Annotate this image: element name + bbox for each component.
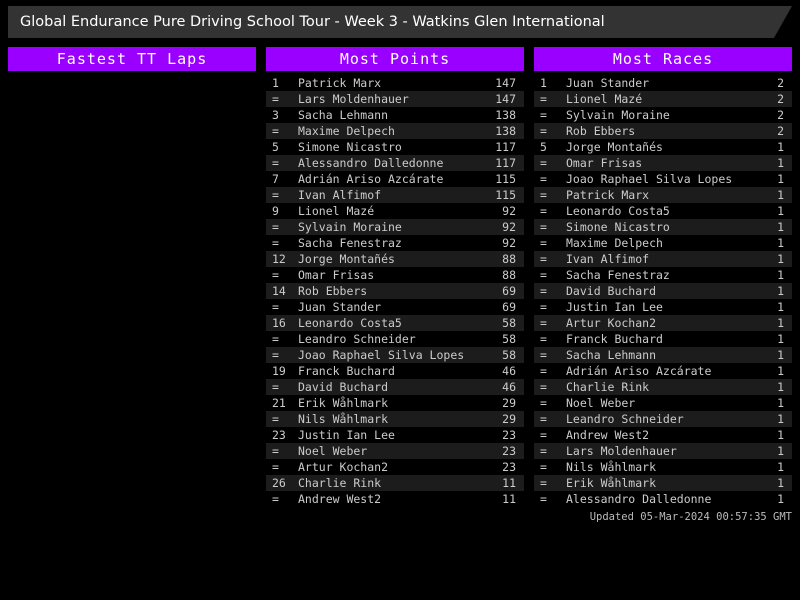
- table-row: [534, 315, 792, 331]
- panel-header-most-races: Most Races: [534, 47, 792, 71]
- table-row: [266, 203, 524, 219]
- row-value: 1: [777, 236, 784, 250]
- row-position: =: [540, 92, 547, 106]
- table-row: [534, 139, 792, 155]
- row-value: 1: [777, 428, 784, 442]
- row-position: 19: [272, 364, 286, 378]
- table-row: [266, 363, 524, 379]
- row-position: 26: [272, 476, 286, 490]
- row-value: 147: [495, 76, 516, 90]
- table-row: [266, 251, 524, 267]
- row-value: 1: [777, 252, 784, 266]
- row-position: =: [272, 92, 279, 106]
- row-driver-name: Jorge Montañés: [566, 140, 663, 154]
- table-row: [266, 299, 524, 315]
- row-value: 115: [495, 172, 516, 186]
- row-driver-name: Justin Ian Lee: [298, 428, 395, 442]
- table-row: [534, 187, 792, 203]
- row-value: 88: [502, 268, 516, 282]
- table-row: [534, 299, 792, 315]
- panel-body-fastest-tt-laps: [8, 71, 256, 75]
- table-row: [534, 235, 792, 251]
- row-driver-name: Leandro Schneider: [298, 332, 416, 346]
- row-value: 115: [495, 188, 516, 202]
- row-value: 1: [777, 188, 784, 202]
- row-position: =: [540, 188, 547, 202]
- row-driver-name: Charlie Rink: [298, 476, 382, 490]
- table-row: [266, 347, 524, 363]
- table-row: [534, 427, 792, 443]
- row-value: 1: [777, 220, 784, 234]
- row-position: =: [540, 108, 547, 122]
- table-row: [534, 379, 792, 395]
- row-value: 1: [777, 204, 784, 218]
- row-value: 58: [502, 332, 516, 346]
- row-position: 14: [272, 284, 286, 298]
- row-position: =: [540, 348, 547, 362]
- row-value: 1: [777, 332, 784, 346]
- row-value: 69: [502, 284, 516, 298]
- row-driver-name: David Buchard: [298, 380, 389, 394]
- row-position: =: [540, 284, 547, 298]
- table-row: [534, 155, 792, 171]
- table-row: [266, 459, 524, 475]
- panel-most-races: [534, 47, 792, 507]
- row-value: 117: [495, 156, 516, 170]
- row-position: =: [540, 124, 547, 138]
- row-value: 23: [502, 460, 516, 474]
- table-row: [266, 475, 524, 491]
- table-row: [534, 75, 792, 91]
- row-value: 1: [777, 380, 784, 394]
- table-row: [266, 123, 524, 139]
- row-position: =: [540, 380, 547, 394]
- table-row: [266, 427, 524, 443]
- row-position: =: [540, 300, 547, 314]
- table-row: [534, 443, 792, 459]
- panel-header-fastest-tt-laps: Fastest TT Laps: [8, 47, 256, 71]
- row-position: =: [272, 348, 279, 362]
- titlebar-notch: [774, 6, 792, 38]
- row-value: 1: [777, 268, 784, 282]
- row-position: =: [540, 156, 547, 170]
- row-value: 46: [502, 364, 516, 378]
- row-driver-name: Ivan Alfimof: [298, 188, 382, 202]
- row-driver-name: Maxime Delpech: [566, 236, 663, 250]
- row-position: =: [540, 316, 547, 330]
- table-row: [266, 155, 524, 171]
- row-driver-name: Joao Raphael Silva Lopes: [298, 348, 465, 362]
- row-position: =: [540, 204, 547, 218]
- row-position: 23: [272, 428, 286, 442]
- table-row: [266, 139, 524, 155]
- table-row: [266, 395, 524, 411]
- table-row: [534, 411, 792, 427]
- row-position: 7: [272, 172, 279, 186]
- row-position: =: [272, 236, 279, 250]
- row-driver-name: Justin Ian Lee: [566, 300, 663, 314]
- table-row: [266, 283, 524, 299]
- row-driver-name: Noel Weber: [566, 396, 636, 410]
- row-driver-name: Omar Frisas: [298, 268, 375, 282]
- row-driver-name: Erik Wåhlmark: [566, 476, 657, 490]
- row-driver-name: Leonardo Costa5: [566, 204, 670, 218]
- row-value: 92: [502, 220, 516, 234]
- row-driver-name: Juan Stander: [298, 300, 382, 314]
- row-position: 16: [272, 316, 286, 330]
- row-position: =: [540, 412, 547, 426]
- row-value: 1: [777, 156, 784, 170]
- table-row: [266, 491, 524, 507]
- row-driver-name: Omar Frisas: [566, 156, 643, 170]
- row-value: 2: [777, 108, 784, 122]
- row-driver-name: Sylvain Moraine: [298, 220, 402, 234]
- row-position: =: [540, 444, 547, 458]
- row-position: =: [272, 492, 279, 506]
- row-value: 1: [777, 140, 784, 154]
- row-position: 3: [272, 108, 279, 122]
- row-driver-name: Leonardo Costa5: [298, 316, 402, 330]
- panel-fastest-tt-laps: [8, 47, 256, 75]
- row-value: 147: [495, 92, 516, 106]
- row-position: =: [272, 460, 279, 474]
- row-driver-name: Artur Kochan2: [566, 316, 657, 330]
- row-driver-name: Maxime Delpech: [298, 124, 395, 138]
- row-position: =: [540, 236, 547, 250]
- row-value: 11: [502, 492, 516, 506]
- table-row: [534, 331, 792, 347]
- row-value: 11: [502, 476, 516, 490]
- row-position: =: [272, 300, 279, 314]
- row-driver-name: Andrew West2: [298, 492, 382, 506]
- updated-timestamp: Updated 05-Mar-2024 00:57:35 GMT: [589, 511, 792, 523]
- row-driver-name: Alessandro Dalledonne: [566, 492, 712, 506]
- row-driver-name: Lionel Mazé: [566, 92, 643, 106]
- row-value: 1: [777, 444, 784, 458]
- row-driver-name: Joao Raphael Silva Lopes: [566, 172, 733, 186]
- row-driver-name: Sacha Fenestraz: [298, 236, 402, 250]
- row-driver-name: Simone Nicastro: [298, 140, 402, 154]
- row-driver-name: Sacha Lehmann: [566, 348, 657, 362]
- row-position: 1: [272, 76, 279, 90]
- row-value: 1: [777, 364, 784, 378]
- row-driver-name: Leandro Schneider: [566, 412, 684, 426]
- row-driver-name: Nils Wåhlmark: [298, 412, 389, 426]
- table-row: [534, 251, 792, 267]
- table-row: [266, 91, 524, 107]
- row-driver-name: Sylvain Moraine: [566, 108, 670, 122]
- row-driver-name: Sacha Fenestraz: [566, 268, 670, 282]
- row-value: 58: [502, 348, 516, 362]
- row-driver-name: Adrián Ariso Azcárate: [298, 172, 444, 186]
- row-position: =: [540, 428, 547, 442]
- page-title: Global Endurance Pure Driving School Tour - Week 3 - Watkins Glen International: [20, 14, 605, 30]
- row-value: 1: [777, 492, 784, 506]
- row-driver-name: Patrick Marx: [298, 76, 382, 90]
- row-value: 46: [502, 380, 516, 394]
- table-row: [266, 411, 524, 427]
- row-position: =: [272, 124, 279, 138]
- table-row: [266, 75, 524, 91]
- row-driver-name: Nils Wåhlmark: [566, 460, 657, 474]
- row-position: =: [272, 156, 279, 170]
- row-driver-name: Patrick Marx: [566, 188, 650, 202]
- window-titlebar: [8, 6, 792, 38]
- table-row: [534, 267, 792, 283]
- row-value: 1: [777, 316, 784, 330]
- row-position: =: [540, 476, 547, 490]
- row-driver-name: Andrew West2: [566, 428, 650, 442]
- row-driver-name: Sacha Lehmann: [298, 108, 389, 122]
- row-value: 1: [777, 348, 784, 362]
- row-position: =: [272, 188, 279, 202]
- table-row: [534, 283, 792, 299]
- row-driver-name: Juan Stander: [566, 76, 650, 90]
- row-value: 69: [502, 300, 516, 314]
- row-position: =: [272, 444, 279, 458]
- row-driver-name: Alessandro Dalledonne: [298, 156, 444, 170]
- row-driver-name: Jorge Montañés: [298, 252, 395, 266]
- row-value: 2: [777, 124, 784, 138]
- row-position: 12: [272, 252, 286, 266]
- table-row: [266, 267, 524, 283]
- row-driver-name: Rob Ebbers: [566, 124, 636, 138]
- row-value: 29: [502, 412, 516, 426]
- row-value: 138: [495, 108, 516, 122]
- row-value: 92: [502, 236, 516, 250]
- row-value: 23: [502, 428, 516, 442]
- row-value: 2: [777, 76, 784, 90]
- row-position: 21: [272, 396, 286, 410]
- row-position: =: [540, 332, 547, 346]
- row-position: =: [540, 492, 547, 506]
- table-row: [266, 219, 524, 235]
- row-value: 1: [777, 412, 784, 426]
- table-row: [266, 315, 524, 331]
- row-driver-name: Artur Kochan2: [298, 460, 389, 474]
- row-value: 1: [777, 300, 784, 314]
- table-row: [534, 347, 792, 363]
- row-position: 1: [540, 76, 547, 90]
- table-row: [534, 363, 792, 379]
- row-value: 1: [777, 284, 784, 298]
- table-row: [534, 459, 792, 475]
- table-row: [534, 395, 792, 411]
- table-row: [534, 475, 792, 491]
- table-row: [266, 443, 524, 459]
- row-value: 92: [502, 204, 516, 218]
- row-position: 5: [272, 140, 279, 154]
- row-position: =: [540, 460, 547, 474]
- row-driver-name: Erik Wåhlmark: [298, 396, 389, 410]
- row-driver-name: Lionel Mazé: [298, 204, 375, 218]
- panel-most-points: [266, 47, 524, 507]
- table-row: [534, 123, 792, 139]
- row-value: 88: [502, 252, 516, 266]
- row-value: 1: [777, 476, 784, 490]
- row-driver-name: David Buchard: [566, 284, 657, 298]
- panel-header-most-points: Most Points: [266, 47, 524, 71]
- table-row: [534, 203, 792, 219]
- row-value: 1: [777, 460, 784, 474]
- row-driver-name: Lars Moldenhauer: [566, 444, 677, 458]
- table-row: [266, 331, 524, 347]
- row-position: =: [540, 172, 547, 186]
- table-row: [266, 379, 524, 395]
- row-position: =: [540, 364, 547, 378]
- row-position: =: [540, 396, 547, 410]
- table-row: [266, 235, 524, 251]
- table-row: [534, 219, 792, 235]
- table-row: [534, 91, 792, 107]
- table-row: [534, 491, 792, 507]
- row-position: =: [272, 380, 279, 394]
- row-value: 23: [502, 444, 516, 458]
- row-position: =: [272, 268, 279, 282]
- row-value: 29: [502, 396, 516, 410]
- row-position: =: [272, 332, 279, 346]
- row-driver-name: Franck Buchard: [566, 332, 663, 346]
- table-row: [266, 187, 524, 203]
- row-position: =: [272, 412, 279, 426]
- row-value: 138: [495, 124, 516, 138]
- row-value: 58: [502, 316, 516, 330]
- row-driver-name: Lars Moldenhauer: [298, 92, 409, 106]
- table-row: [266, 107, 524, 123]
- row-driver-name: Charlie Rink: [566, 380, 650, 394]
- row-value: 117: [495, 140, 516, 154]
- panel-body-most-races: [534, 71, 792, 507]
- row-driver-name: Noel Weber: [298, 444, 368, 458]
- table-row: [534, 171, 792, 187]
- row-position: =: [540, 268, 547, 282]
- row-value: 2: [777, 92, 784, 106]
- row-driver-name: Franck Buchard: [298, 364, 395, 378]
- row-position: =: [540, 252, 547, 266]
- row-driver-name: Ivan Alfimof: [566, 252, 650, 266]
- row-driver-name: Rob Ebbers: [298, 284, 368, 298]
- panel-body-most-points: [266, 71, 524, 507]
- row-driver-name: Simone Nicastro: [566, 220, 670, 234]
- table-row: [534, 107, 792, 123]
- row-position: =: [272, 220, 279, 234]
- row-position: =: [540, 220, 547, 234]
- table-row: [266, 171, 524, 187]
- row-position: 9: [272, 204, 279, 218]
- row-position: 5: [540, 140, 547, 154]
- row-value: 1: [777, 172, 784, 186]
- row-value: 1: [777, 396, 784, 410]
- row-driver-name: Adrián Ariso Azcárate: [566, 364, 712, 378]
